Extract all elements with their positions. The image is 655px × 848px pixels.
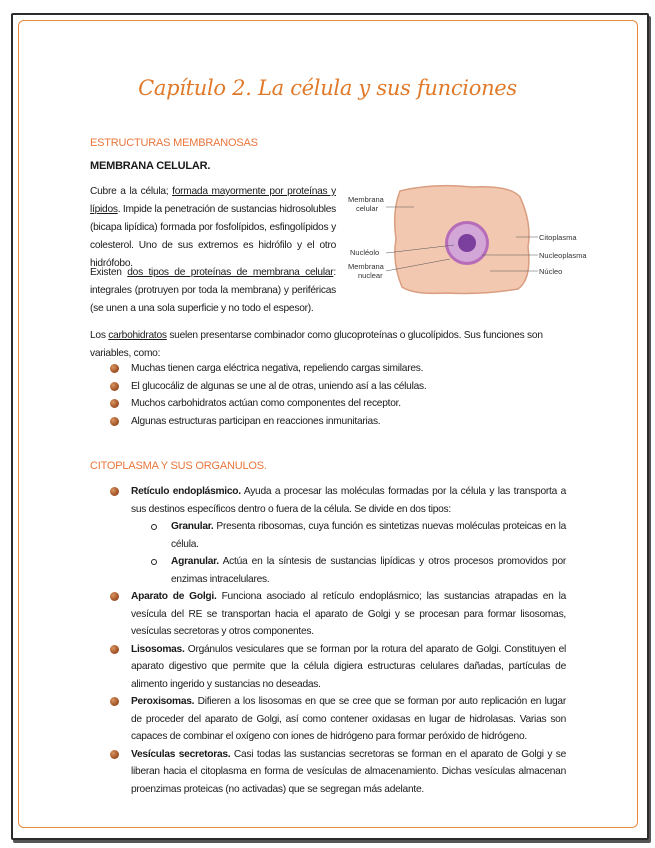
paragraph-carbohidratos: Los carbohidratos suelen presentarse combinador como glucoproteínas o glucolípidos. Sus funciones son variables, como: [90,330,543,359]
bullet-icon [110,697,119,706]
circle-bullet-icon [151,524,157,530]
section-title-citoplasma: CITOPLASMA Y SUS ORGANULOS. [90,460,267,472]
subsection-title-membrana: MEMBRANA CELULAR. [90,160,211,172]
list-item-lisosomas: Lisosomas. Orgánulos vesiculares que se forman por la rotura del aparato de Golgi. Constituyen el aparato digestivo que permite que la célula digiera estructuras celulares dañadas, partículas de alimento ingerido y sustancias no deseadas. [108,641,566,694]
bullet-icon [110,592,119,601]
list-item: Algunas estructuras participan en reacciones inmunitarias. [108,413,578,431]
bullet-icon [110,750,119,759]
label-nucleo: Núcleo [539,267,563,276]
nucleolus [458,234,476,252]
bullet-icon [110,399,119,408]
section-title-membranas: ESTRUCTURAS MEMBRANOSAS [90,137,258,149]
label-membrana-nuclear: Membrana [348,262,384,271]
list-item-vesiculas: Vesículas secretoras. Casi todas las sustancias secretoras se forman en el aparato de Golgi y se liberan hacia el citoplasma en forma de vesículas de almacenamiento. Dichas vesículas almacenan proenzimas proteicas (no activadas) que se segregan más adelante. [108,746,566,799]
label-nucleoplasma: Nucleoplasma [539,251,587,260]
reticulo-types-list [131,518,566,588]
cell-diagram [342,183,587,295]
label-membrana-celular-2: celular [356,204,379,213]
circle-bullet-icon [151,559,157,565]
paragraph-membrana-1: Cubre a la célula; formada mayormente por proteínas y lípidos. Impide la penetración de sustancias hidrosolubles (bicapa lipídica) formada por fosfolípidos, esfingolípidos y colesterol. Uno de sus extremos es hidrófilo y el otro hidrófobo. [90,186,337,269]
label-membrana-nuclear-2: nuclear [358,271,383,280]
bullet-icon [110,487,119,496]
label-membrana-celular: Membrana [348,195,384,204]
list-item-reticulo: Retículo endoplásmico. Ayuda a procesar las moléculas formadas por la célula y las transporta a sus destinos específicos dentro o fuera de la célula. Se divide en dos tipos: Granular. Presenta ribosomas, cuya función es sintetizas nuevas moléculas proteicas en la célula. Agranular. Actúa en la síntesis de sustancias lipídicas y otros procesos promovidos por enzimas intracelulares. [108,483,566,588]
carbohidratos-list [108,360,578,430]
organulos-list [108,483,566,798]
list-item: Muchos carbohidratos actúan como componentes del receptor. [108,395,578,413]
list-item-granular: Granular. Presenta ribosomas, cuya función es sintetizas nuevas moléculas proteicas en la célula. [131,518,566,553]
list-item-agranular: Agranular. Actúa en la síntesis de sustancias lipídicas y otros procesos promovidos por enzimas intracelulares. [131,553,566,588]
bullet-icon [110,382,119,391]
list-item: El glucocáliz de algunas se une al de otras, uniendo así a las células. [108,378,578,396]
label-citoplasma: Citoplasma [539,233,577,242]
list-item-golgi: Aparato de Golgi. Funciona asociado al retículo endoplásmico; las sustancias atrapadas en la vesícula del RE se transportan hacia el aparato de Golgi y se procesan para formar lisosomas, vesículas secretoras y otros componentes. [108,588,566,641]
paragraph-membrana-2: Existen dos tipos de proteínas de membrana celular: integrales (protruyen por toda la membrana) y periféricas (se unen a una sola superficie y no todo el espesor). [90,267,336,314]
bullet-icon [110,645,119,654]
list-item-peroxisomas: Peroxisomas. Difieren a los lisosomas en que se cree que se forman por auto replicación en lugar de proceder del aparato de Golgi, así como contener oxidasas en lugar de hidrolasas. Varias son capaces de combinar el oxígeno con iones de hidrógeno para formar peróxido de hidrógeno. [108,693,566,746]
page-title: Capítulo 2. La célula y sus funciones [138,76,517,100]
bullet-icon [110,417,119,426]
list-item: Muchas tienen carga eléctrica negativa, repeliendo cargas similares. [108,360,578,378]
label-nucleolo: Nucléolo [350,248,380,257]
bullet-icon [110,364,119,373]
